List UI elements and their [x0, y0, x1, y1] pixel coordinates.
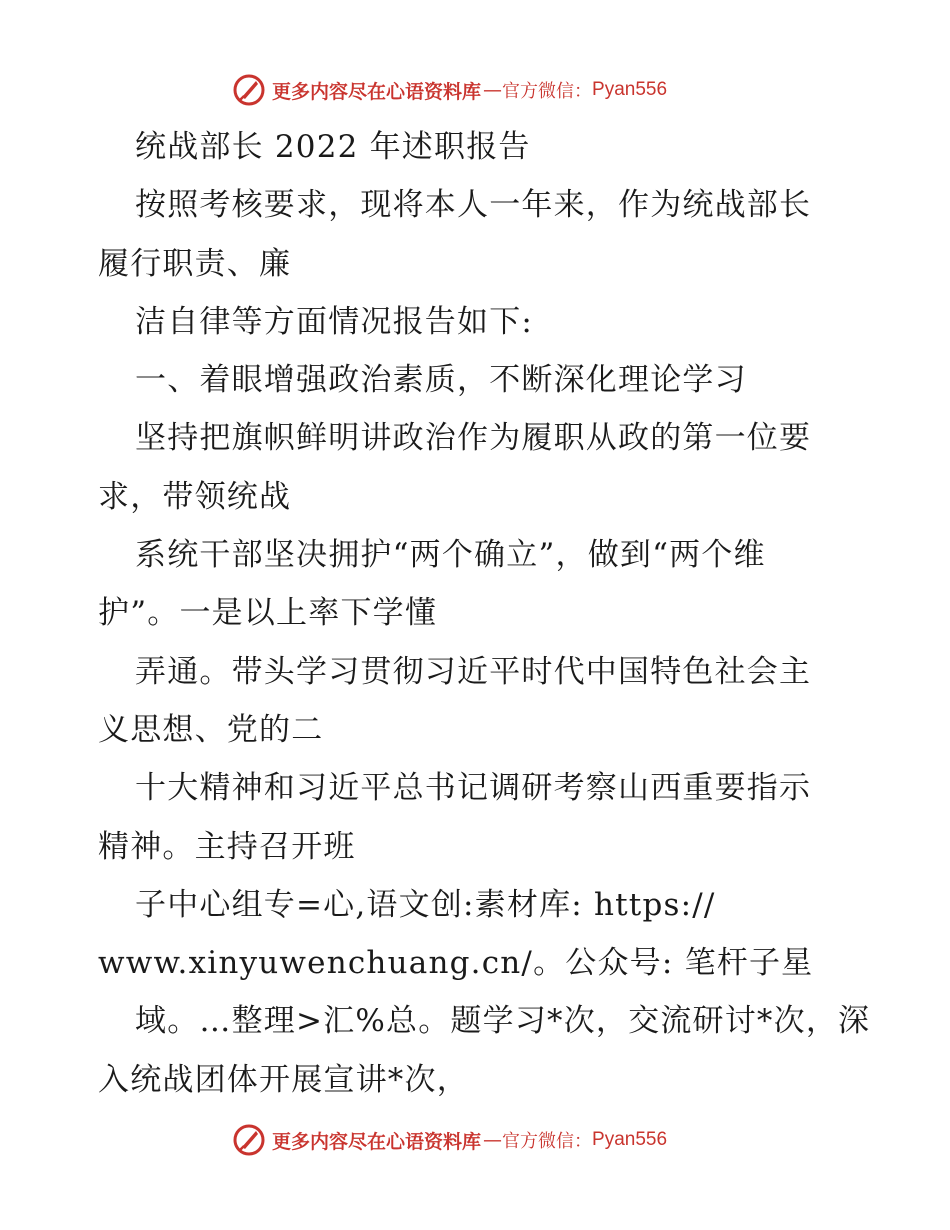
- paragraph-line: 求，带领统战: [98, 478, 292, 515]
- header-watermark: [232, 70, 667, 110]
- section-heading: 一、着眼增强政治素质，不断深化理论学习: [135, 362, 747, 399]
- paragraph-line: 精神。主持召开班: [98, 828, 356, 865]
- document-title: 统战部长 2022 年述职报告: [135, 129, 531, 165]
- watermark-text: 更多内容尽在心语资料库: [272, 1130, 482, 1153]
- paragraph-line: 域。…整理>汇%总。题学习*次，交流研讨*次，深: [135, 1003, 871, 1040]
- paragraph-line: 坚持把旗帜鲜明讲政治作为履职从政的第一位要: [135, 420, 812, 457]
- paragraph-line: 洁自律等方面情况报告如下:: [135, 303, 534, 340]
- paragraph-line: 履行职责、廉: [98, 245, 292, 282]
- watermark-wechat-label: 官方微信：: [502, 81, 593, 102]
- paragraph-line: 护”。一是以上率下学懂: [98, 595, 438, 632]
- paragraph-line: 子中心组专=心,语文创:素材库: https://: [135, 886, 716, 923]
- document-body: [98, 118, 871, 1109]
- watermark-wechat-id: Pyan556: [592, 1129, 668, 1150]
- paragraph-line: 按照考核要求，现将本人一年来，作为统战部长: [135, 187, 812, 224]
- paragraph-line: 义思想、党的二: [98, 711, 324, 748]
- quill-logo-icon: [232, 73, 266, 107]
- paragraph-line: 十大精神和习近平总书记调研考察山西重要指示: [135, 770, 812, 807]
- paragraph-line: 弄通。带头学习贯彻习近平时代中国特色社会主: [135, 653, 812, 690]
- watermark-text: 更多内容尽在心语资料库: [272, 80, 482, 103]
- paragraph-line: 入统战团体开展宣讲*次，: [98, 1061, 469, 1098]
- watermark-separator: —: [483, 1129, 503, 1151]
- watermark-separator: —: [483, 79, 503, 101]
- watermark-wechat-id: Pyan556: [592, 79, 668, 100]
- watermark-wechat-label: 官方微信：: [502, 1131, 593, 1152]
- footer-watermark: [232, 1120, 667, 1160]
- paragraph-line: www.xinyuwenchuang.cn/。公众号: 笔杆子星: [98, 945, 814, 982]
- paragraph-line: 系统干部坚决拥护“两个确立”，做到“两个维: [135, 537, 766, 574]
- quill-logo-icon: [232, 1123, 266, 1157]
